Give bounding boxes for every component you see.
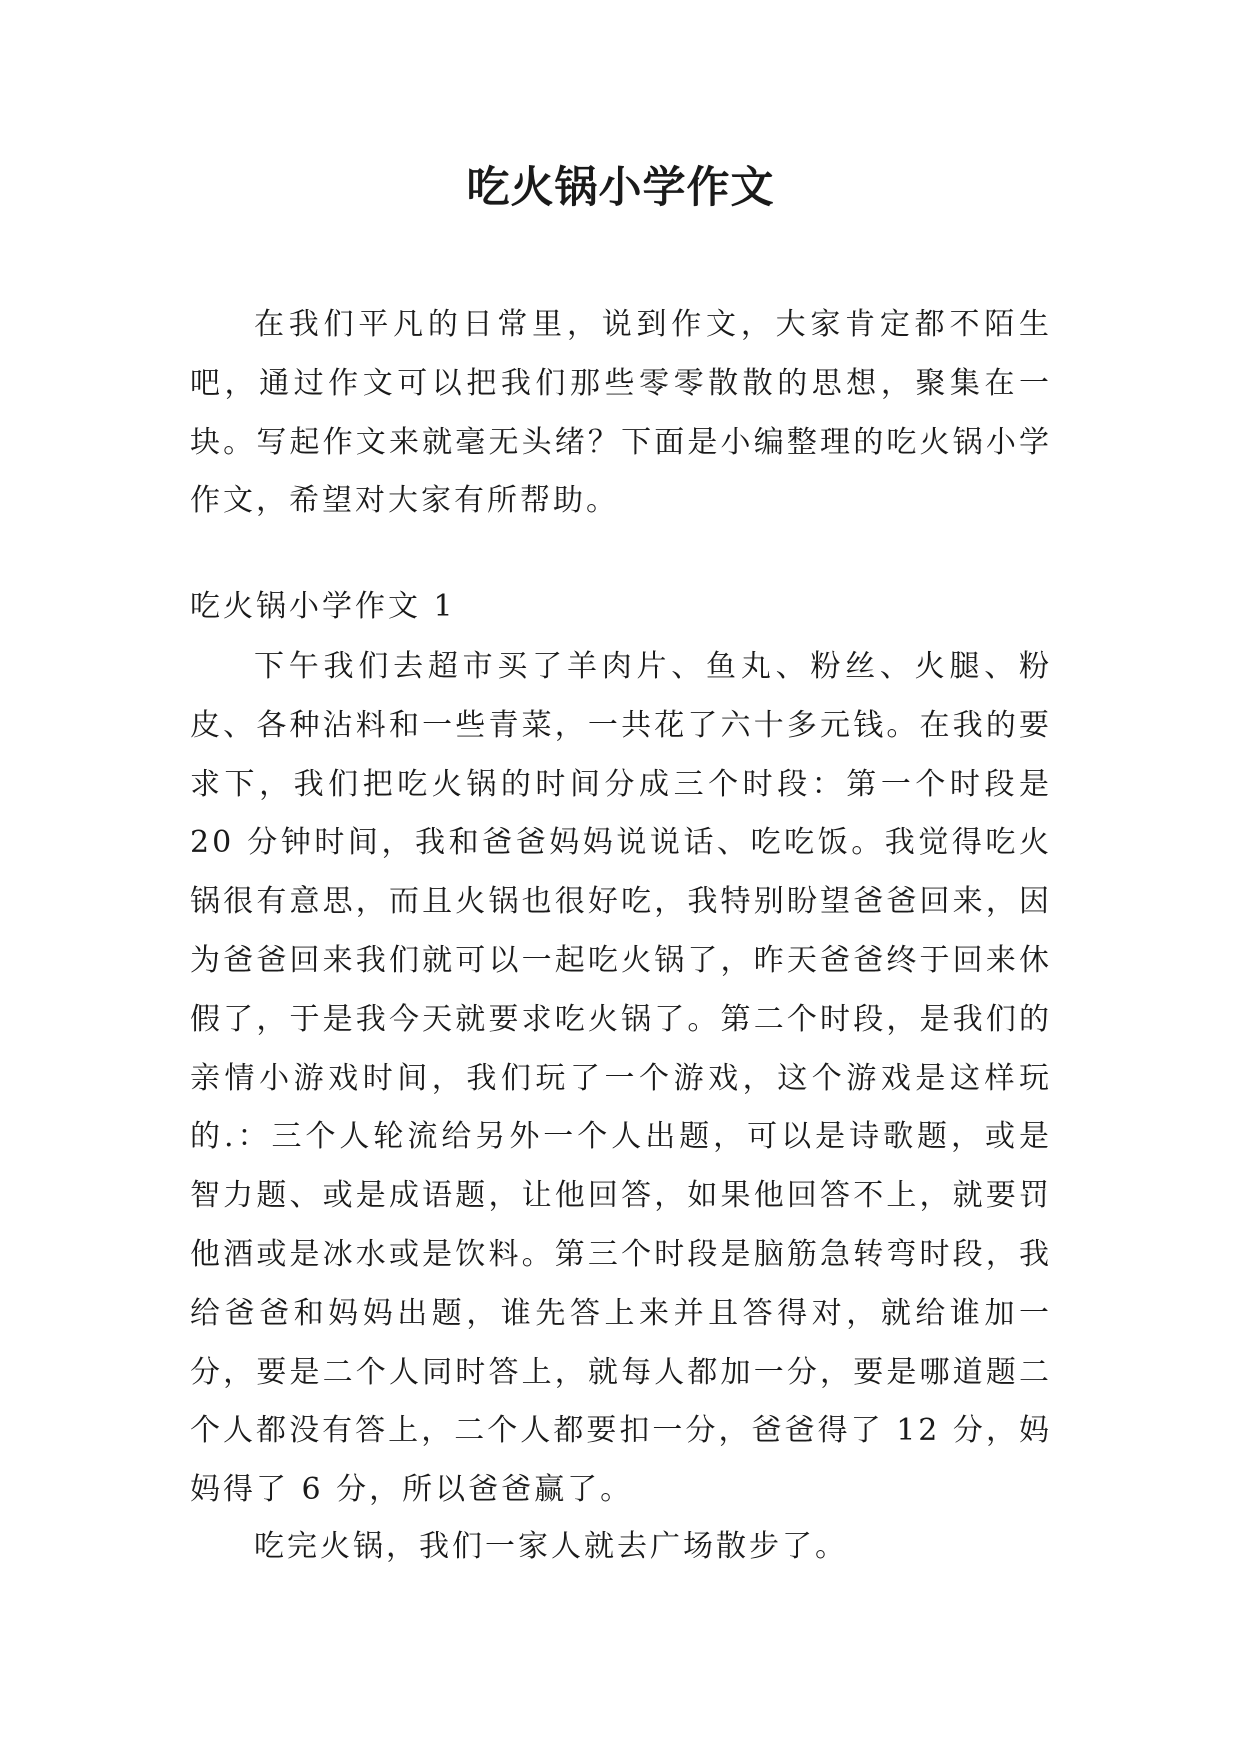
body-paragraph: 下午我们去超市买了羊肉片、鱼丸、粉丝、火腿、粉皮、各种沾料和一些青菜，一共花了六十多元钱。在我的要求下，我们把吃火锅的时间分成三个时段：第一个时段是 20 分钟时间，我和爸爸妈妈说说话、吃吃饭。我觉得吃火锅很有意思，而且火锅也很好吃，我特别盼望爸爸回来，因为爸爸回来我们就可以一起吃火锅了，昨天爸爸终于回来休假了，于是我今天就要求吃火锅了。第二个时段，是我们的亲情小游戏时间，我们玩了一个游戏，这个游戏是这样玩的.：三个人轮流给另外一个人出题，可以是诗歌题，或是智力题、或是成语题，让他回答，如果他回答不上，就要罚他酒或是冰水或是饮料。第三个时段是脑筋急转弯时段，我给爸爸和妈妈出题，谁先答上来并且答得对，就给谁加一分，要是二个人同时答上，就每人都加一分，要是哪道题二个人都没有答上，二个人都要扣一分，爸爸得了 12 分，妈妈得了 6 分，所以爸爸赢了。 bbox=[190, 649, 1052, 1508]
body-paragraph: 吃完火锅，我们一家人就去广场散步了。 bbox=[254, 1529, 848, 1564]
section-heading: 吃火锅小学作文 1 bbox=[190, 589, 456, 624]
document-title: 吃火锅小学作文 bbox=[466, 163, 775, 213]
intro-paragraph: 在我们平凡的日常里，说到作文，大家肯定都不陌生吧，通过作文可以把我们那些零零散散的思想，聚集在一块。写起作文来就毫无头绪？下面是小编整理的吃火锅小学作文，希望对大家有所帮助。 bbox=[190, 307, 1052, 519]
